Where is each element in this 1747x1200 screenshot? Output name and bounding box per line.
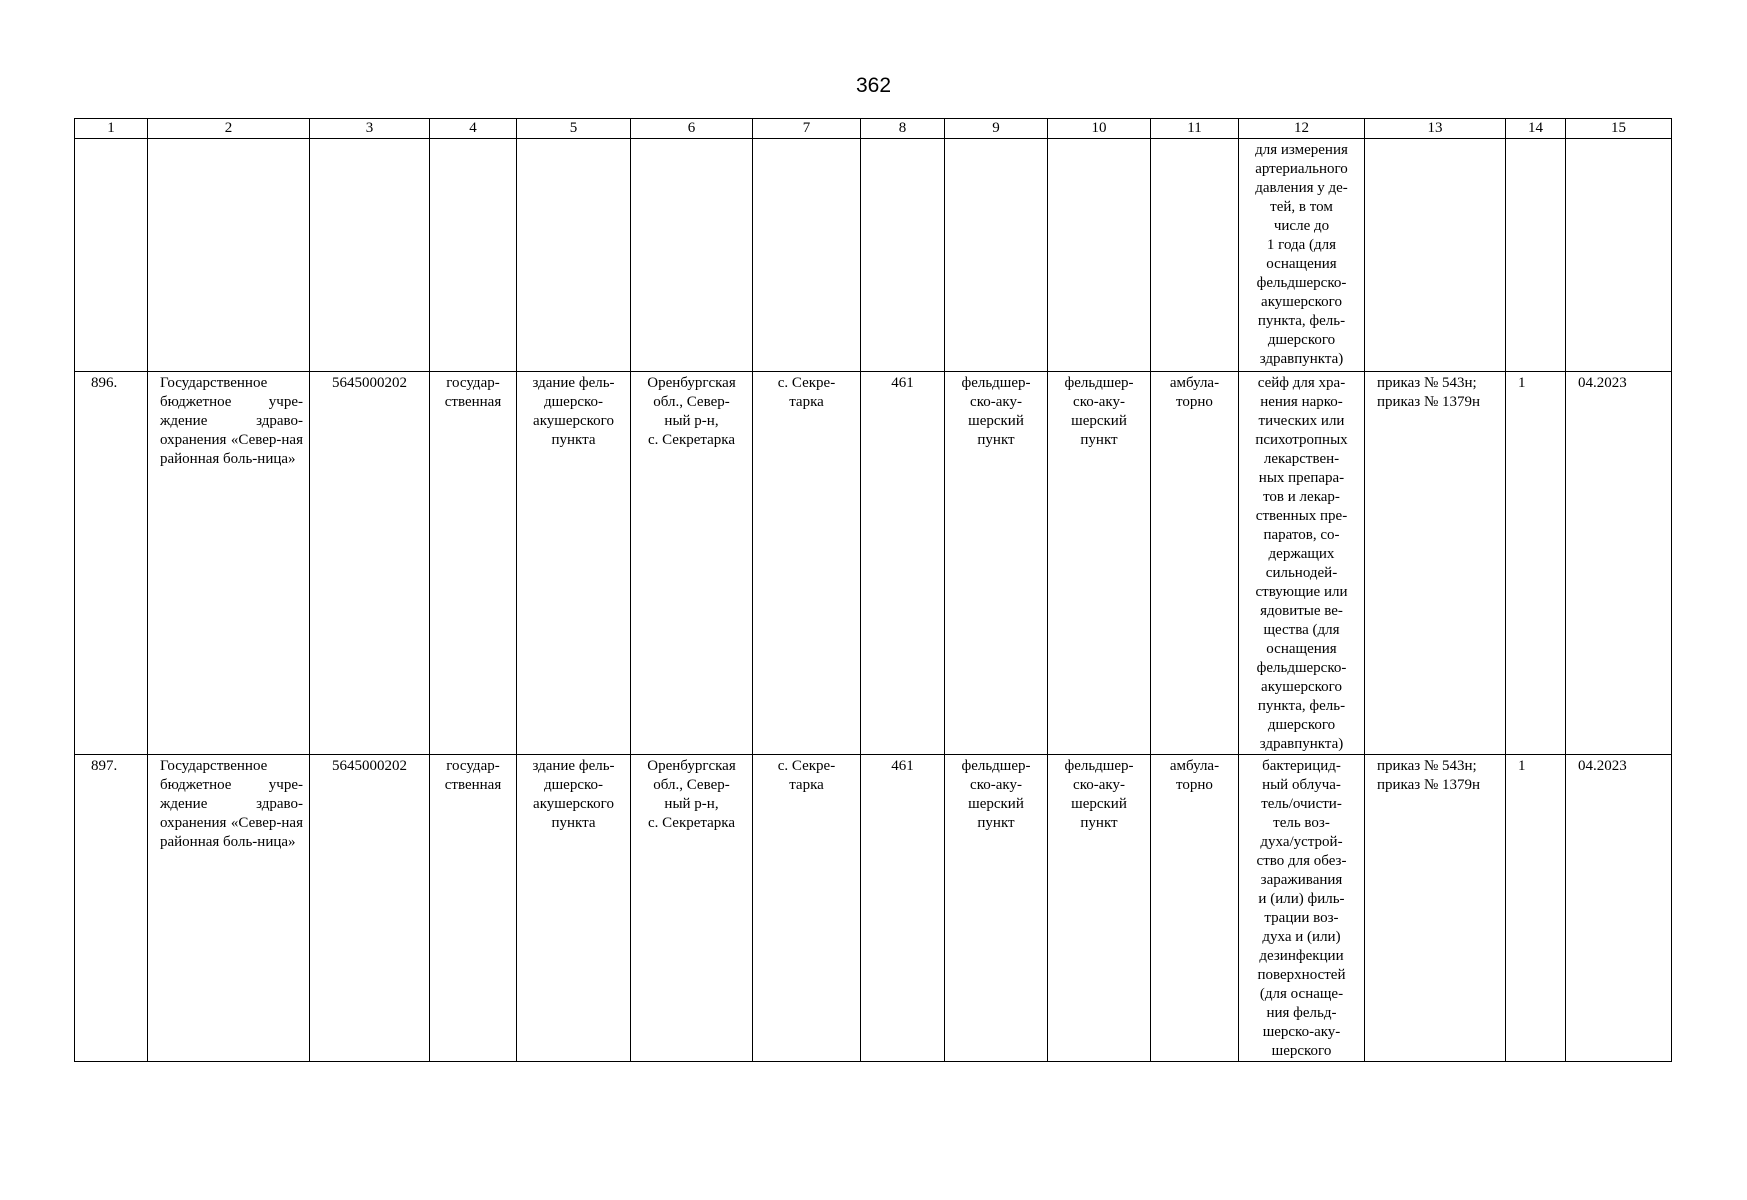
cell-ownership: государ- ственная: [430, 755, 517, 1062]
cell-empty: [1506, 139, 1566, 372]
col-header-10: 10: [1048, 119, 1151, 139]
cell-unit-type-2: фельдшер- ско-аку- шерский пункт: [1048, 372, 1151, 755]
cell-locality: с. Секре- тарка: [753, 755, 861, 1062]
cell-address: Оренбургская обл., Север- ный р-н, с. Секретарка: [631, 755, 753, 1062]
table-row: [75, 372, 1672, 755]
cell-equipment: сейф для хра- нения нарко- тических или психотропных лекарствен- ных препара- тов и лекар- ственных пре- паратов, со- держащих сильнодей- ствующие или ядовитые ве- щества (для оснащения фельдшерско- акушерского пункта, фель- дшерского здравпункта): [1239, 372, 1365, 755]
col-header-5: 5: [517, 119, 631, 139]
cell-locality: с. Секре- тарка: [753, 372, 861, 755]
cell-inn: 5645000202: [310, 755, 430, 1062]
col-header-9: 9: [945, 119, 1048, 139]
col-header-4: 4: [430, 119, 517, 139]
page-number: 362: [855, 74, 892, 97]
cell-date: 04.2023: [1566, 372, 1672, 755]
cell-date: 04.2023: [1566, 755, 1672, 1062]
cell-empty: [517, 139, 631, 372]
cell-empty: [1566, 139, 1672, 372]
col-header-3: 3: [310, 119, 430, 139]
cell-care-form: амбула- торно: [1151, 755, 1239, 1062]
col-header-8: 8: [861, 119, 945, 139]
cell-quantity: 1: [1506, 755, 1566, 1062]
cell-equipment: бактерицид- ный облуча- тель/очисти- тель воз- духа/устрой- ство для обез- зараживания и (или) филь- трации воз- духа и (или) дезинфекции поверхностей (для оснаще- ния фельд- шерско-аку- шерского: [1239, 755, 1365, 1062]
cell-organization: Государственное бюджетное учре-ждение здраво-охранения «Север-ная районная боль-ница»: [148, 372, 310, 755]
cell-unit-type: фельдшер- ско-аку- шерский пункт: [945, 755, 1048, 1062]
col-header-2: 2: [148, 119, 310, 139]
col-header-11: 11: [1151, 119, 1239, 139]
cell-empty: [1365, 139, 1506, 372]
cell-empty: [310, 139, 430, 372]
registry-table: [74, 118, 1672, 1062]
cell-empty: [631, 139, 753, 372]
cell-code: 461: [861, 372, 945, 755]
cell-care-form: амбула- торно: [1151, 372, 1239, 755]
continuation-row: [75, 139, 1672, 372]
cell-quantity: 1: [1506, 372, 1566, 755]
cell-organization: Государственное бюджетное учре-ждение здраво-охранения «Север-ная районная боль-ница»: [148, 755, 310, 1062]
cell-empty: [148, 139, 310, 372]
cell-empty: [753, 139, 861, 372]
col-header-13: 13: [1365, 119, 1506, 139]
col-header-14: 14: [1506, 119, 1566, 139]
cell-ownership: государ- ственная: [430, 372, 517, 755]
cell-building: здание фель- дшерско- акушерского пункта: [517, 372, 631, 755]
cell-empty: [1048, 139, 1151, 372]
col-header-12: 12: [1239, 119, 1365, 139]
col-header-1: 1: [75, 119, 148, 139]
cell-empty: [945, 139, 1048, 372]
cell-row-number: 897.: [75, 755, 148, 1062]
col-header-15: 15: [1566, 119, 1672, 139]
table-row: [75, 755, 1672, 1062]
cell-unit-type: фельдшер- ско-аку- шерский пункт: [945, 372, 1048, 755]
cell-row-number: 896.: [75, 372, 148, 755]
cell-code: 461: [861, 755, 945, 1062]
cell-empty: [75, 139, 148, 372]
header-row: [75, 119, 1672, 139]
cell-empty: [430, 139, 517, 372]
cell-order: приказ № 543н; приказ № 1379н: [1365, 372, 1506, 755]
cell-order: приказ № 543н; приказ № 1379н: [1365, 755, 1506, 1062]
col-header-7: 7: [753, 119, 861, 139]
cell-inn: 5645000202: [310, 372, 430, 755]
cell-unit-type-2: фельдшер- ско-аку- шерский пункт: [1048, 755, 1151, 1062]
cell-address: Оренбургская обл., Север- ный р-н, с. Секретарка: [631, 372, 753, 755]
cell-empty: [1151, 139, 1239, 372]
col-header-6: 6: [631, 119, 753, 139]
cell-building: здание фель- дшерско- акушерского пункта: [517, 755, 631, 1062]
cell-empty: [861, 139, 945, 372]
cell-equipment: для измерения артериального давления у де- тей, в том числе до 1 года (для оснащения фельдшерско- акушерского пункта, фель- дшерского здравпункта): [1239, 139, 1365, 372]
